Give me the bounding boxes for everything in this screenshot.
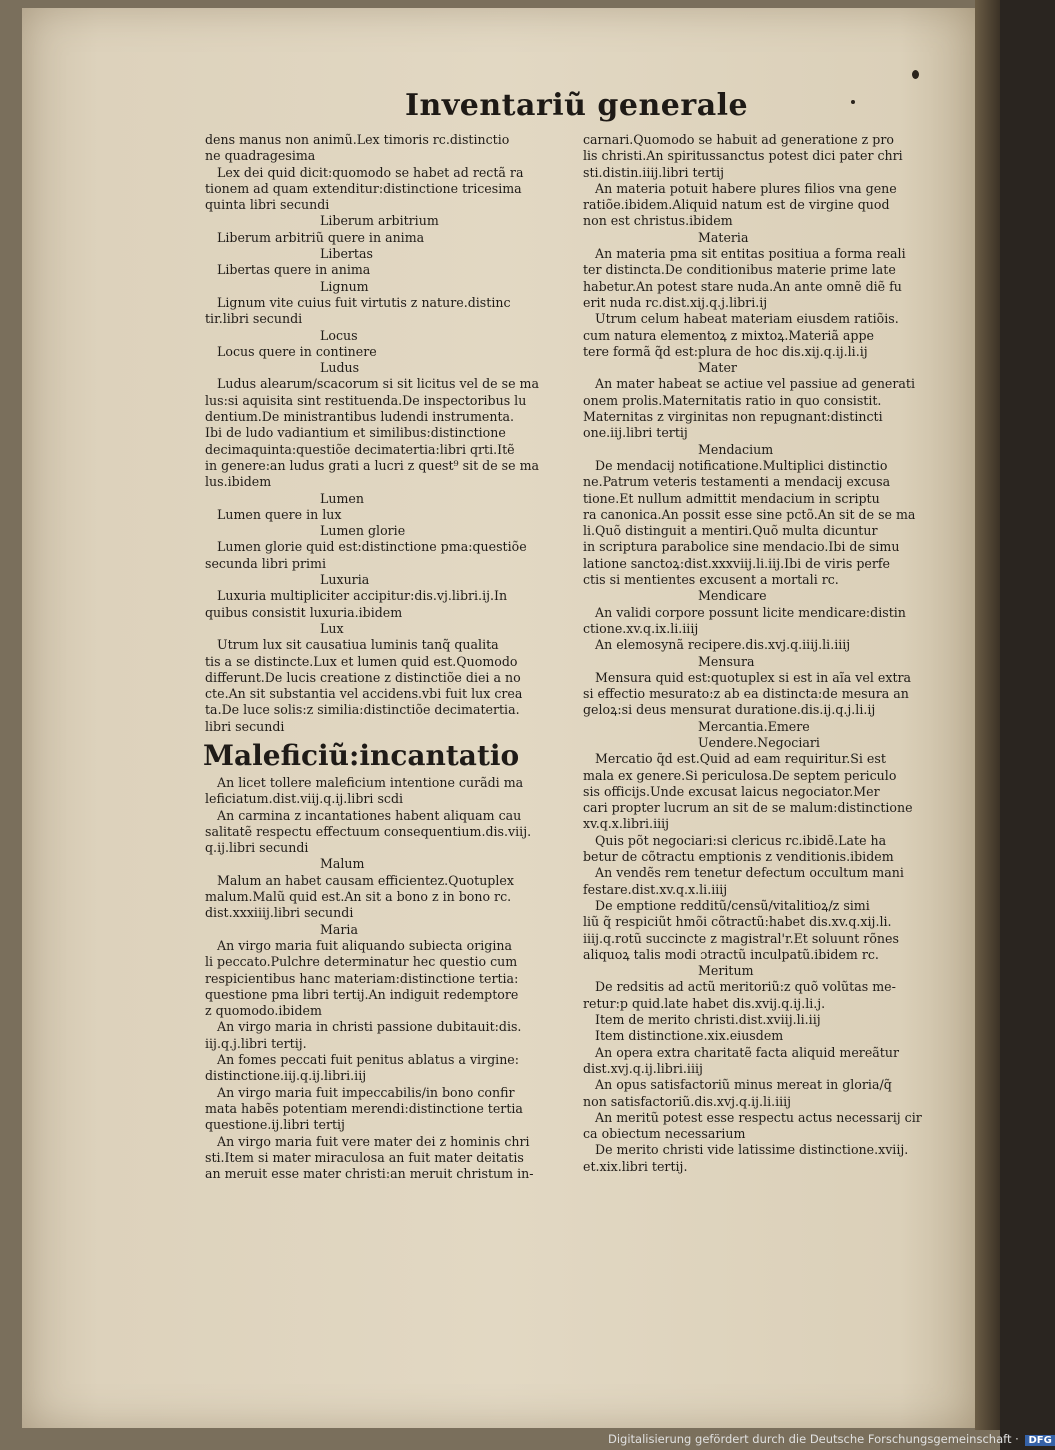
text-line: ratiõe.ibidem.Aliquid natum est de virgine quod (583, 197, 890, 213)
book-gutter (975, 0, 1000, 1430)
text-line: habetur.An potest stare nuda.An ante omnẽ diẽ fu (583, 278, 902, 294)
text-line: quibus consistit luxuria.ibidem (205, 604, 403, 620)
text-line: malum.Malũ quid est.An sit a bono z in bono rc. (205, 889, 512, 905)
text-line: ra canonica.An possit esse sine pctõ.An sit de se ma (583, 506, 916, 522)
entry-heading: Mercantia.Emere (698, 718, 810, 734)
text-line: An vendẽs rem tenetur defectum occultum mani (595, 865, 904, 881)
entry-heading: Ludus (320, 360, 360, 376)
text-line: liũ q̃ respiciũt hmõi cõtractũ:habet dis.xv.q.xij.li. (583, 914, 892, 930)
text-line: ctis si mentientes excusent a mortali rc. (583, 572, 839, 588)
text-line: cari propter lucrum an sit de se malum:distinctione (583, 800, 913, 816)
text-line: Maternitas z virginitas non repugnant:distincti (583, 409, 883, 425)
text-line: questione.ij.libri tertij (205, 1117, 345, 1133)
text-line: si effectio mesurato:z ab ea distincta:de mesura an (583, 686, 909, 702)
text-line: ter distincta.De conditionibus materie prime late (583, 262, 896, 278)
text-line: Utrum celum habeat materiam eiusdem ratiõis. (595, 311, 899, 327)
entry-heading: Lux (320, 620, 344, 636)
text-line: ca obiectum necessarium (583, 1126, 746, 1142)
text-line: an meruit esse mater christi:an meruit christum in- (205, 1166, 534, 1182)
text-line: z quomodo.ibidem (205, 1003, 322, 1019)
text-line: sti.Item si mater miraculosa an fuit mater deitatis (205, 1149, 524, 1165)
text-line: Locus quere in continere (217, 343, 377, 359)
text-line: Quis põt negociari:si clericus rc.ibidẽ.Late ha (595, 832, 887, 848)
text-line: An materia potuit habere plures filios vna gene (595, 180, 897, 196)
text-line: An virgo maria fuit impeccabilis/in bono confir (217, 1084, 515, 1100)
text-line: ta.De luce solis:z similia:distinctiõe decimatertia. (205, 702, 520, 718)
text-line: lus:si aquisita sint restituenda.De inspectoribus lu (205, 392, 527, 408)
right-column (583, 132, 938, 1175)
text-line: erit nuda rc.dist.xij.q.j.libri.ij (583, 294, 768, 310)
text-line: Mensura quid est:quotuplex si est in aĩa vel extra (595, 669, 912, 685)
text-line: Ludus alearum/scacorum si sit licitus vel de se ma (217, 376, 539, 392)
text-line: Item de merito christi.dist.xviij.li.iij (595, 1012, 821, 1028)
entry-heading: Mater (698, 360, 737, 376)
text-line: An validi corpore possunt licite mendicare:distin (595, 604, 906, 620)
text-line: De mendacij notificatione.Multiplici distinctio (595, 457, 888, 473)
text-line: De redsitis ad actũ meritoriũ:z quõ volũtas me- (595, 979, 896, 995)
text-line: De emptione redditũ/censũ/vitalitioꝝ/z simi (595, 897, 870, 913)
text-line: sti.distin.iiij.libri tertij (583, 164, 724, 180)
text-line: tione.Et nullum admittit mendacium in scriptu (583, 490, 880, 506)
text-line: one.iij.libri tertij (583, 425, 688, 441)
text-line: libri secundi (205, 718, 285, 734)
text-line: non est christus.ibidem (583, 213, 733, 229)
text-line: tionem ad quam extenditur:distinctione tricesima (205, 180, 522, 196)
text-line: An virgo maria fuit aliquando subiecta origina (217, 937, 512, 953)
text-line: iij.q.j.libri tertij. (205, 1035, 307, 1051)
text-line: De merito christi vide latissime distinctione.xviij. (595, 1142, 909, 1158)
text-line: dist.xxxiiij.libri secundi (205, 905, 354, 921)
text-line: ne.Patrum veteris testamenti a mendacij excusa (583, 474, 891, 490)
text-line: questione pma libri tertij.An indiguit redemptore (205, 986, 519, 1002)
text-line: differunt.De lucis creatione z distinctiõe diei a no (205, 669, 521, 685)
text-line: Lumen quere in lux (217, 506, 342, 522)
text-line: An elemosynã recipere.dis.xvj.q.iiij.li.iiij (595, 637, 851, 653)
entry-heading: Mendicare (698, 588, 767, 604)
ink-spot (912, 70, 919, 79)
text-line: Luxuria multipliciter accipitur:dis.vj.libri.ij.In (217, 588, 508, 604)
text-line: geloꝝ:si deus mensurat duratione.dis.ij.q.j.li.ij (583, 702, 876, 718)
text-line: Malum an habet causam efficientez.Quotuplex (217, 872, 514, 888)
text-line: aliquoꝝ talis modi ɔtractũ inculpatũ.ibidem rc. (583, 946, 879, 962)
text-line: Utrum lux sit causatiua luminis tanq̃ qualita (217, 637, 499, 653)
text-line: dentium.De ministrantibus ludendi instrumenta. (205, 409, 515, 425)
text-line: festare.dist.xv.q.x.li.iiij (583, 881, 728, 897)
text-line: li.Quõ distinguit a mentiri.Quõ multa dicuntur (583, 523, 878, 539)
text-line: leficiatum.dist.viij.q.ij.libri scdi (205, 791, 404, 807)
ink-spot (851, 100, 855, 104)
text-line: An virgo maria fuit vere mater dei z hominis chri (217, 1133, 530, 1149)
text-line: li peccato.Pulchre determinatur hec questio cum (205, 954, 518, 970)
text-line: cum natura elementoꝝ z mixtoꝝ.Materiã appe (583, 327, 874, 343)
text-line: q.ij.libri secundi (205, 840, 309, 856)
entry-heading: Maleficiũ:incantatio (203, 738, 520, 772)
entry-heading: Materia (698, 229, 749, 245)
entry-heading: Lumen (320, 490, 364, 506)
text-line: tis a se distincte.Lux et lumen quid est.Quomodo (205, 653, 518, 669)
text-line: latione sanctoꝝ:dist.xxxviij.li.iij.Ibi de viris perfe (583, 555, 890, 571)
text-line: betur de cõtractu emptionis z venditionis.ibidem (583, 849, 894, 865)
text-line: iiij.q.rotũ succincte z magistral'r.Et soluunt rõnes (583, 930, 899, 946)
text-line: An materia pma sit entitas positiua a forma reali (595, 246, 906, 262)
entry-heading: Lignum (320, 278, 369, 294)
text-line: ctione.xv.q.ix.li.iiij (583, 620, 699, 636)
text-line: Lumen glorie quid est:distinctione pma:questiõe (217, 539, 527, 555)
text-line: tir.libri secundi (205, 311, 303, 327)
text-line: dens manus non animũ.Lex timoris rc.distinctio (205, 132, 510, 147)
text-line: in genere:an ludus grati a lucri z quest⁹ sit de se ma (205, 457, 540, 473)
text-line: non satisfactoriũ.dis.xvj.q.ij.li.iiij (583, 1093, 792, 1109)
text-line: Lignum vite cuius fuit virtutis z nature.distinc (217, 294, 511, 310)
left-column (205, 132, 570, 1182)
text-line: Libertas quere in anima (217, 262, 371, 278)
text-line: An opus satisfactoriũ minus mereat in gloria/q̃ (595, 1077, 892, 1093)
text-line: quinta libri secundi (205, 197, 330, 213)
text-line: An carmina z incantationes habent aliquam cau (217, 807, 522, 823)
text-line: in scriptura parabolice sine mendacio.Ibi de simu (583, 539, 900, 555)
text-line: Lex dei quid dicit:quomodo se habet ad rectã ra (217, 164, 524, 180)
text-line: An licet tollere maleficium intentione curãdi ma (217, 774, 524, 790)
text-line: Ibi de ludo vadiantium et similibus:distinctione (205, 425, 506, 441)
entry-heading: Mensura (698, 653, 755, 669)
text-line: Item distinctione.xix.eiusdem (595, 1028, 784, 1044)
text-line: Mercatio q̃d est.Quid ad eam requiritur.Si est (595, 751, 886, 767)
text-line: mata habẽs potentiam merendi:distinctione tertia (205, 1100, 523, 1116)
text-line: salitatẽ respectu effectuum consequentium.dis.viij. (205, 823, 532, 839)
text-line: xv.q.x.libri.iiij (583, 816, 670, 832)
text-line: sis officijs.Unde excusat laicus negociator.Mer (583, 783, 880, 799)
entry-heading: Locus (320, 327, 358, 343)
text-line: mala ex genere.Si periculosa.De septem periculo (583, 767, 897, 783)
entry-heading: Luxuria (320, 572, 370, 588)
entry-heading: Meritum (698, 963, 754, 979)
text-line: respicientibus hanc materiam:distinctione tertia: (205, 970, 519, 986)
text-line: retur:p quid.late habet dis.xvij.q.ij.li.j. (583, 995, 826, 1011)
credit-text: Digitalisierung gefördert durch die Deutsche Forschungsgemeinschaft (608, 1432, 1012, 1446)
entry-heading: Malum (320, 856, 365, 872)
text-line: An virgo maria in christi passione dubitauit:dis. (217, 1019, 522, 1035)
dfg-logo: DFG (1025, 1435, 1054, 1446)
text-line: distinctione.iij.q.ij.libri.iij (205, 1068, 367, 1084)
entry-heading: Mendacium (698, 441, 774, 457)
text-line: et.xix.libri tertij. (583, 1158, 688, 1174)
text-line: Liberum arbitriũ quere in anima (217, 229, 425, 245)
text-line: decimaquinta:questiõe decimatertia:libri qrti.Itẽ (205, 441, 515, 457)
entry-heading: Liberum arbitrium (320, 213, 439, 229)
text-line: lis christi.An spiritussanctus potest dici pater chri (583, 148, 903, 164)
text-line: tere formã q̃d est:plura de hoc dis.xij.q.ij.li.ij (583, 343, 868, 359)
text-line: An fomes peccati fuit penitus ablatus a virgine: (217, 1052, 520, 1068)
text-line: ne quadragesima (205, 148, 316, 164)
running-head: Inventariũ generale (405, 88, 749, 123)
text-line: secunda libri primi (205, 555, 327, 571)
entry-heading: Maria (320, 921, 358, 937)
dfg-credit: Digitalisierung gefördert durch die Deutsche Forschungsgemeinschaft · DFG (608, 1432, 1055, 1446)
text-line: cte.An sit substantia vel accidens.vbi fuit lux crea (205, 686, 523, 702)
entry-heading: Libertas (320, 246, 373, 262)
entry-heading: Lumen glorie (320, 523, 406, 539)
entry-heading: Uendere.Negociari (698, 734, 820, 750)
text-line: An mater habeat se actiue vel passiue ad generati (595, 376, 915, 392)
text-line: dist.xvj.q.ij.libri.iiij (583, 1060, 703, 1076)
text-line: carnari.Quomodo se habuit ad generatione z pro (583, 132, 894, 147)
text-line: An opera extra charitatẽ facta aliquid mereãtur (595, 1044, 899, 1060)
text-line: onem prolis.Maternitatis ratio in quo consistit. (583, 392, 882, 408)
text-line: An meritũ potest esse respectu actus necessarij cir (595, 1109, 922, 1125)
text-line: lus.ibidem (205, 474, 272, 490)
